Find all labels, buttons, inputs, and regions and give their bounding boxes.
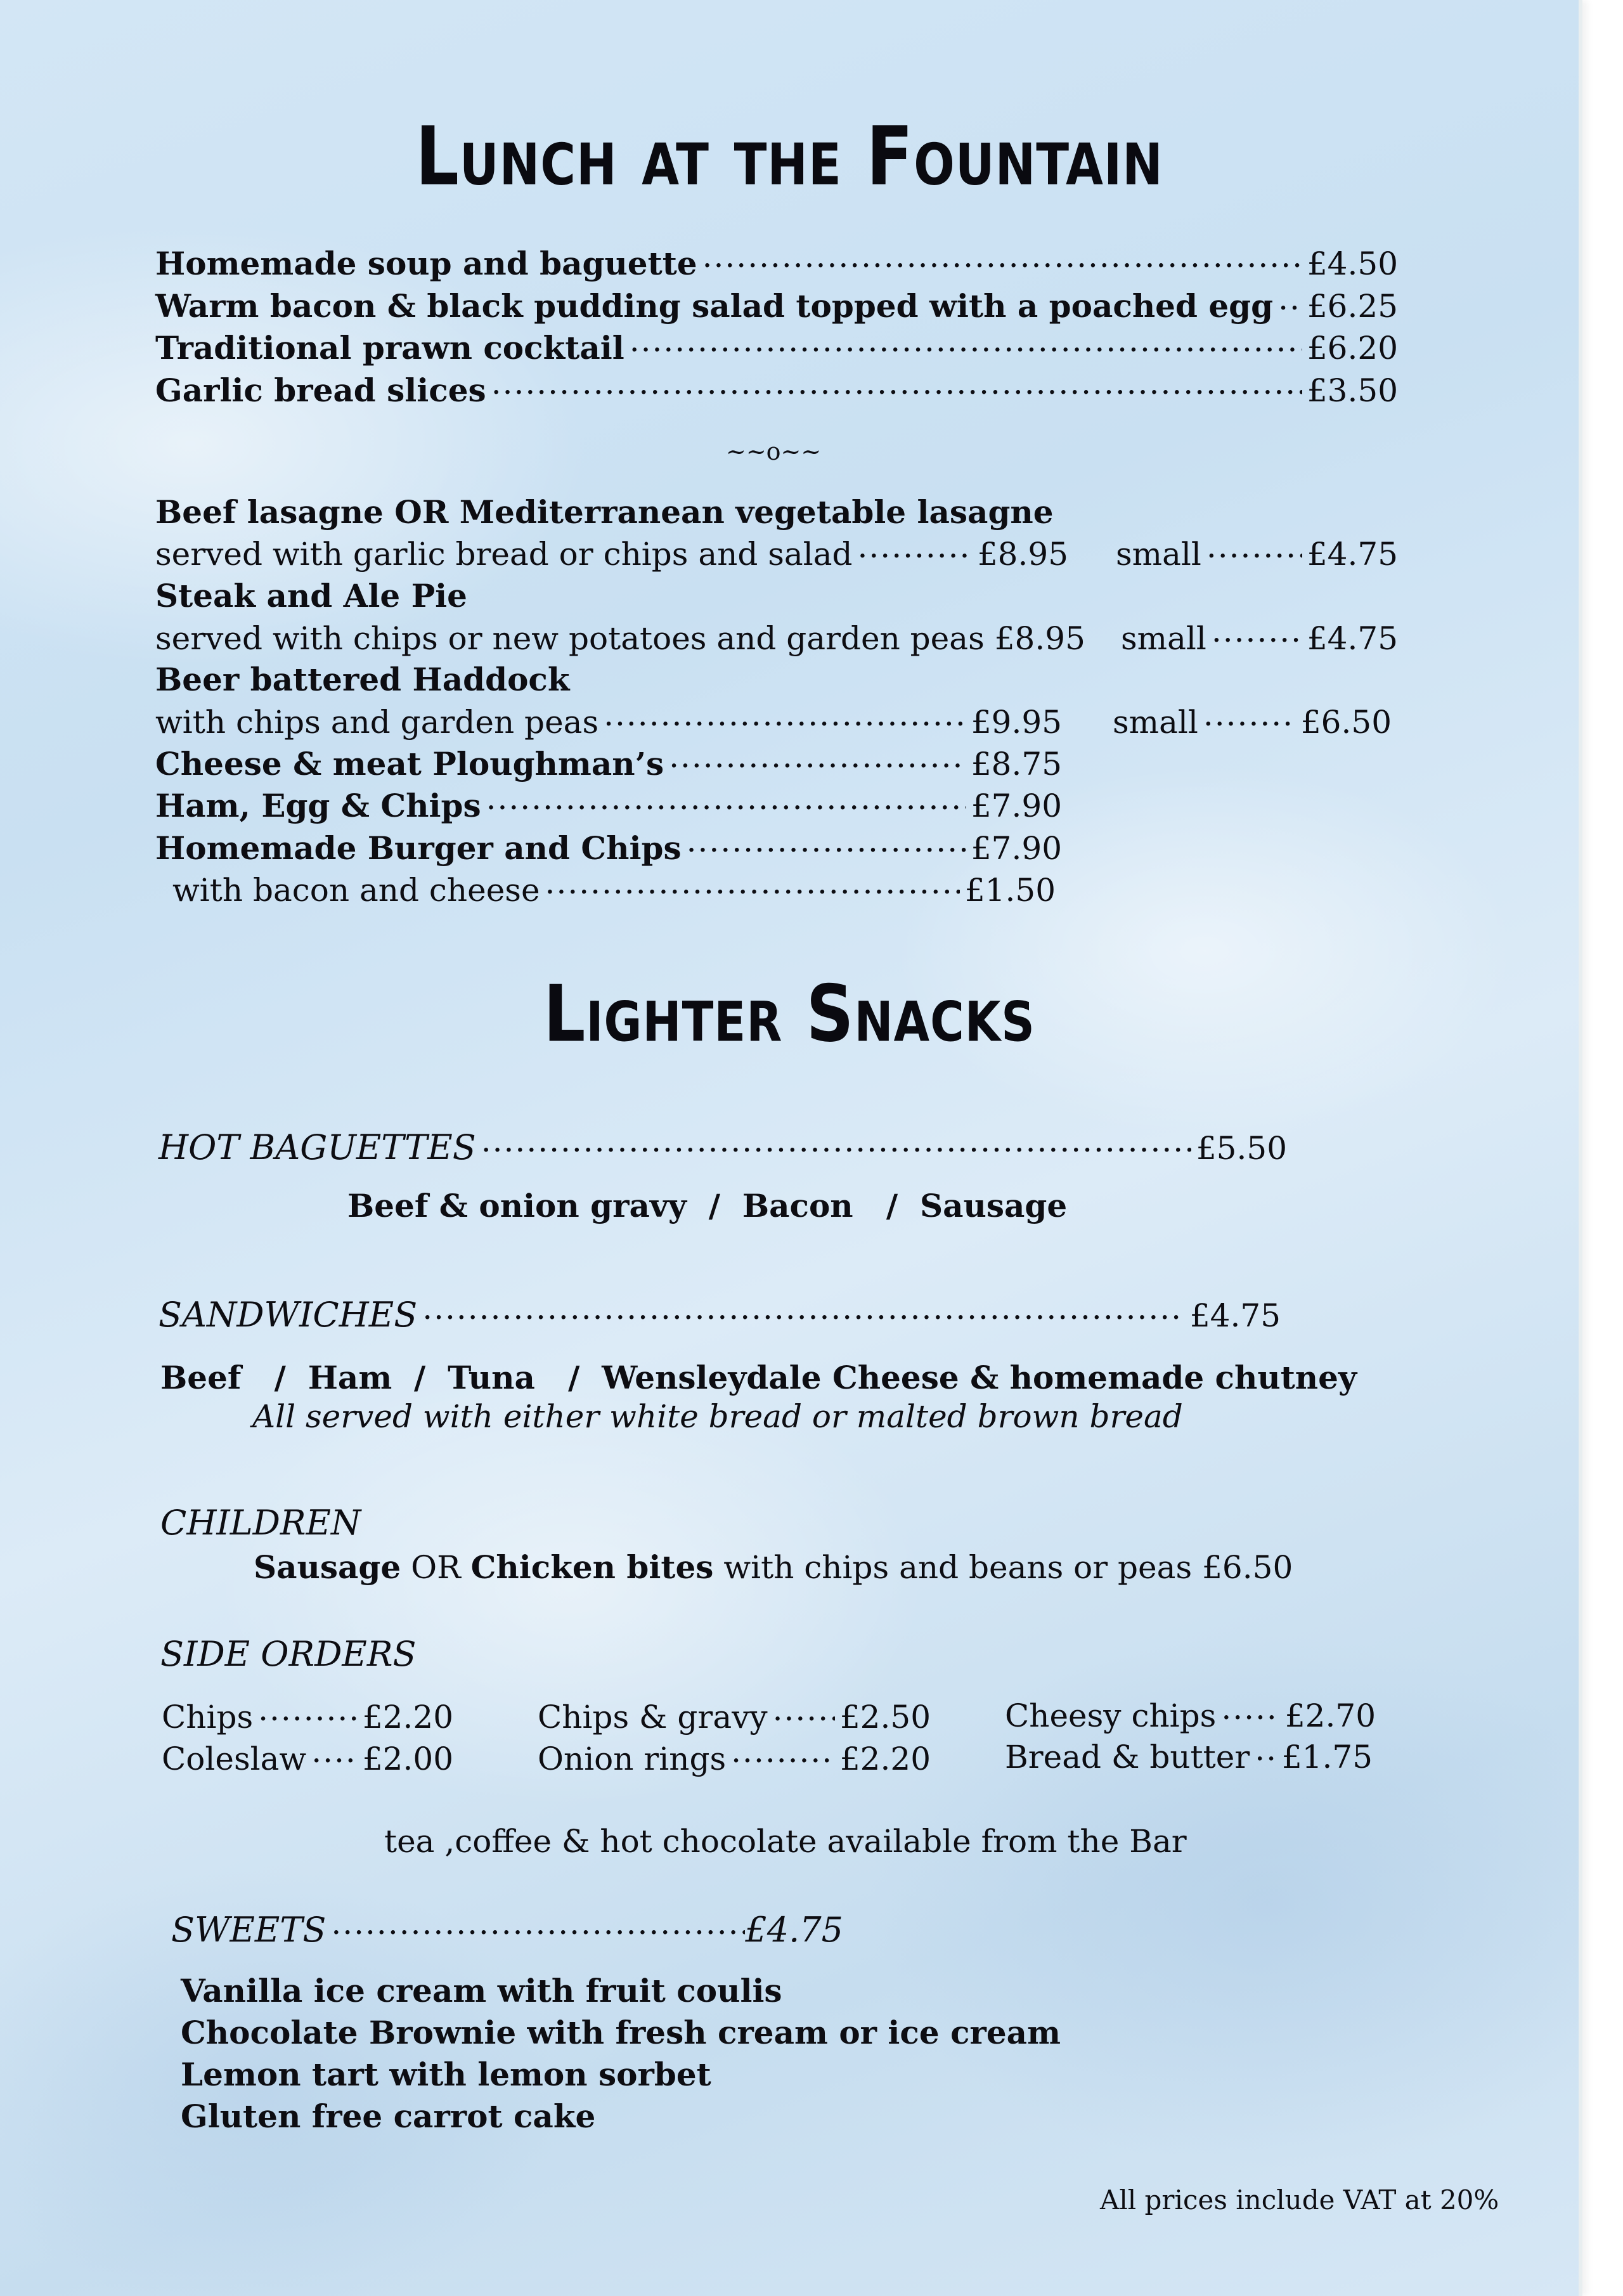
leader-dots <box>702 244 1302 275</box>
children-sides: with chips and beans or peas <box>713 1548 1193 1586</box>
item-name: Homemade Burger and Chips <box>155 829 682 867</box>
side-order-item <box>1005 1737 1373 1775</box>
baguettes-line <box>158 1127 1287 1167</box>
item-name: Cheese & meat Ploughman’s <box>155 744 664 782</box>
children-line <box>254 1548 1293 1586</box>
leader-dots <box>422 1297 1185 1327</box>
leader-dots <box>491 371 1302 401</box>
item-desc: with chips and garden peas <box>155 703 599 741</box>
haddock-small-line <box>1113 703 1392 741</box>
leader-dots <box>773 1697 835 1728</box>
small-price: £4.75 <box>1307 535 1398 573</box>
item-price: £1.75 <box>1281 1738 1373 1775</box>
pie-title: Steak and Ale Pie <box>155 577 467 614</box>
sandwiches-line <box>158 1295 1281 1335</box>
item-name: Garlic bread slices <box>155 371 486 409</box>
section-price: £4.75 <box>745 1910 843 1950</box>
item-name: Traditional prawn cocktail <box>155 328 624 366</box>
item-name: Bread & butter <box>1005 1738 1250 1775</box>
item-price: £8.95 <box>977 535 1068 573</box>
sweet-item: Gluten free carrot cake <box>181 2098 596 2135</box>
lunch-title: Lunch at the Fountain <box>415 110 1163 204</box>
leader-dots <box>731 1739 835 1770</box>
burger-extra-line <box>172 871 1056 909</box>
item-price: £1.50 <box>964 871 1056 909</box>
haddock-title: Beer battered Haddock <box>155 661 570 698</box>
children-item-b: Chicken bites <box>470 1548 714 1586</box>
vat-note: All prices include VAT at 20% <box>1100 2184 1499 2215</box>
side-order-item <box>1005 1696 1376 1734</box>
leader-dots <box>1203 703 1296 733</box>
item-price: £8.75 <box>971 745 1062 782</box>
leader-dots <box>630 328 1302 359</box>
item-price: £2.00 <box>362 1740 453 1777</box>
children-label: CHILDREN <box>160 1503 361 1543</box>
item-name: Onion rings <box>538 1740 727 1777</box>
drinks-note: tea ,coffee & hot chocolate available from the Bar <box>384 1823 1187 1860</box>
leader-dots <box>481 1129 1191 1160</box>
haddock-line <box>155 703 1062 741</box>
lasagne-title: Beef lasagne OR Mediterranean vegetable lasagne <box>155 493 1054 531</box>
section-price: £5.50 <box>1196 1130 1287 1167</box>
sweets-line <box>171 1910 843 1950</box>
item-desc: with bacon and cheese <box>172 871 540 909</box>
leader-dots <box>1221 1696 1280 1727</box>
leader-dots <box>687 829 966 859</box>
sweet-item: Chocolate Brownie with fresh cream or ice cream <box>181 2014 1061 2051</box>
leader-dots <box>858 535 973 565</box>
side-order-item <box>538 1739 931 1777</box>
item-desc: served with garlic bread or chips and salad <box>155 535 853 573</box>
pie-line <box>155 619 1085 657</box>
children-item-a: Sausage <box>254 1548 401 1586</box>
lasagne-line <box>155 535 1068 573</box>
section-label: SANDWICHES <box>158 1295 418 1335</box>
sandwich-fillings: Beef / Ham / Tuna / Wensleydale Cheese & homemade chutney <box>160 1359 1357 1396</box>
small-price: £4.75 <box>1307 619 1398 657</box>
small-price: £6.50 <box>1300 703 1392 741</box>
leader-dots <box>545 871 960 901</box>
item-price: £9.95 <box>971 703 1062 741</box>
item-name: Warm bacon & black pudding salad topped with a poached egg <box>155 287 1274 325</box>
ham-egg-chips-line <box>155 786 1062 824</box>
item-price: £2.20 <box>362 1698 453 1735</box>
sweet-item: Vanilla ice cream with fruit coulis <box>181 1972 782 2009</box>
item-price: £8.95 <box>994 619 1085 657</box>
starter-item <box>155 287 1398 325</box>
item-name: Chips <box>162 1698 254 1735</box>
small-label: small <box>1113 703 1198 741</box>
starter-item <box>155 328 1398 366</box>
children-or: OR <box>401 1548 471 1586</box>
leader-dots <box>311 1739 358 1770</box>
item-price: £3.50 <box>1307 372 1398 409</box>
sandwich-note: All served with either white bread or malted brown bread <box>252 1398 1183 1435</box>
item-price: £7.90 <box>971 787 1062 824</box>
item-price: £6.20 <box>1307 329 1398 366</box>
children-price: £6.50 <box>1202 1548 1293 1586</box>
lasagne-small-line <box>1116 535 1398 573</box>
item-name: Coleslaw <box>162 1740 307 1777</box>
item-price: £4.50 <box>1307 245 1398 282</box>
item-price: £7.90 <box>971 829 1062 867</box>
leader-dots <box>1212 619 1302 649</box>
side-order-item <box>162 1697 453 1735</box>
leader-dots <box>669 744 966 775</box>
section-label: SWEETS <box>171 1910 327 1950</box>
section-label: HOT BAGUETTES <box>158 1127 476 1167</box>
pie-small-line <box>1121 619 1398 657</box>
leader-dots <box>1206 535 1302 565</box>
item-price: £2.20 <box>839 1740 931 1777</box>
section-price: £4.75 <box>1189 1297 1281 1334</box>
leader-dots <box>258 1697 358 1728</box>
children-desc <box>254 1548 1192 1586</box>
snacks-title: Lighter Snacks <box>543 968 1035 1060</box>
ploughman-line <box>155 744 1062 782</box>
small-label: small <box>1116 535 1201 573</box>
starter-item <box>155 244 1398 282</box>
leader-dots <box>486 786 966 817</box>
sweet-item: Lemon tart with lemon sorbet <box>181 2056 711 2093</box>
small-label: small <box>1121 619 1206 657</box>
item-desc: served with chips or new potatoes and garden peas <box>155 619 985 657</box>
leader-dots <box>1255 1737 1277 1768</box>
leader-dots <box>604 703 966 733</box>
item-price: £2.70 <box>1284 1697 1376 1734</box>
item-name: Homemade soup and baguette <box>155 244 697 282</box>
side-order-item <box>162 1739 453 1777</box>
item-name: Ham, Egg & Chips <box>155 786 481 824</box>
leader-dots <box>331 1912 745 1942</box>
divider: ~~o~~ <box>726 438 822 465</box>
item-price: £6.25 <box>1307 287 1398 325</box>
leader-dots <box>1278 287 1302 317</box>
item-name: Chips & gravy <box>538 1698 768 1735</box>
side-order-item <box>538 1697 931 1735</box>
item-price: £2.50 <box>839 1698 931 1735</box>
baguette-fillings: Beef & onion gravy / Bacon / Sausage <box>347 1187 1068 1224</box>
starter-item <box>155 371 1398 409</box>
side-orders-label: SIDE ORDERS <box>160 1634 417 1674</box>
item-name: Cheesy chips <box>1005 1697 1217 1734</box>
burger-line <box>155 829 1062 867</box>
